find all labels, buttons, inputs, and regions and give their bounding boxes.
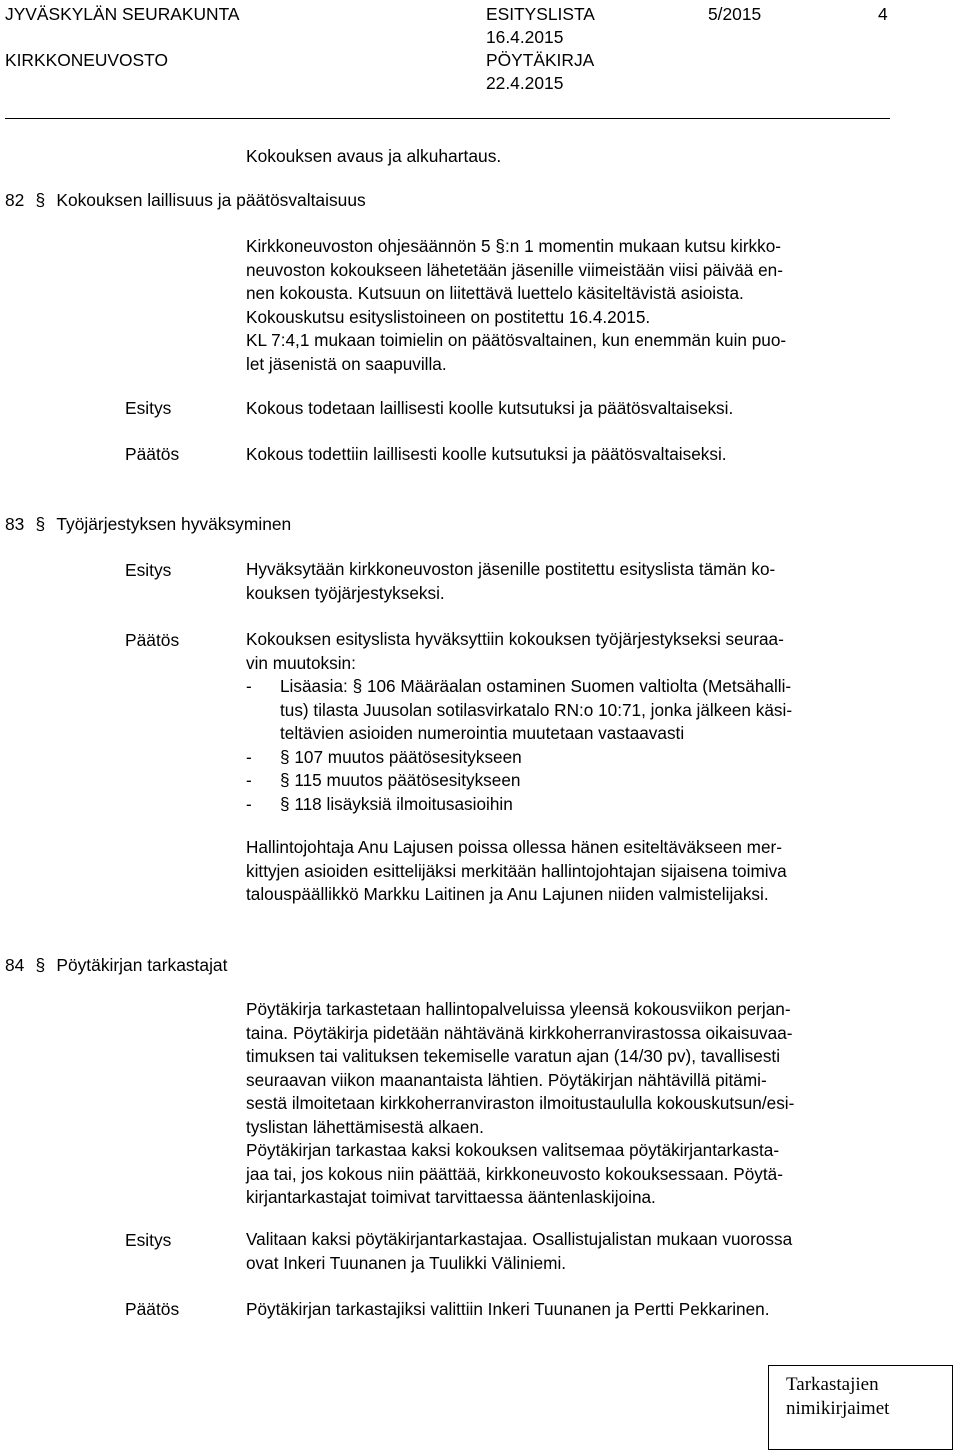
section-82-number: 82 bbox=[5, 190, 25, 210]
opening-text: Kokouksen avaus ja alkuhartaus. bbox=[246, 146, 502, 166]
list-item: - Lisäasia: § 106 Määräalan ostaminen Suomen valtiolta (Metsähalli- bbox=[246, 676, 792, 696]
section-84-title: Pöytäkirjan tarkastajat bbox=[56, 955, 228, 975]
initials-box-line1: Tarkastajien bbox=[786, 1374, 879, 1395]
section-83-title: Työjärjestyksen hyväksyminen bbox=[56, 514, 292, 534]
section-82-heading bbox=[5, 190, 366, 210]
body-line: Valitaan kaksi pöytäkirjantarkastajaa. Osallistujalistan mukaan vuorossa bbox=[246, 1229, 793, 1249]
body-line: timuksen tai valituksen tekemiselle varatun ajan (14/30 pv), tavallisesti bbox=[246, 1046, 781, 1066]
list-item: - § 107 muutos päätösesitykseen bbox=[246, 746, 522, 767]
page-number: 4 bbox=[878, 4, 888, 24]
body-line: tyslistan lähettämisestä alkaen. bbox=[246, 1116, 484, 1137]
body-line: Pöytäkirja tarkastetaan hallintopalveluissa yleensä kokousviikon perjan- bbox=[246, 999, 791, 1019]
body-line: sestä ilmoitetaan kirkkoherranviraston ilmoitustaululla kokouskutsun/esi- bbox=[246, 1093, 795, 1113]
section-82-esitys: Kokous todetaan laillisesti koolle kutsutuksi ja päätösvaltaiseksi. bbox=[246, 398, 734, 418]
minutes-date: 22.4.2015 bbox=[486, 73, 564, 93]
organization-name: JYVÄSKYLÄN SEURAKUNTA bbox=[5, 4, 240, 24]
list-item: - § 115 muutos päätösesitykseen bbox=[246, 770, 521, 790]
section-84-heading bbox=[5, 955, 227, 975]
section-82-title: Kokouksen laillisuus ja päätösvaltaisuus bbox=[56, 190, 366, 210]
body-line: KL 7:4,1 mukaan toimielin on päätösvaltainen, kun enemmän kuin puo- bbox=[246, 330, 787, 350]
section-84-esitys bbox=[246, 1228, 896, 1275]
minutes-type: PÖYTÄKIRJA bbox=[486, 50, 595, 70]
body-line: jaa tai, jos kokous niin päättää, kirkkoneuvosto kokouksessaan. Pöytä- bbox=[246, 1163, 783, 1184]
meeting-number: 5/2015 bbox=[708, 4, 762, 24]
section-84-number: 84 bbox=[5, 955, 25, 975]
section-82-body bbox=[246, 235, 896, 376]
body-line: Kokouksen esityslista hyväksyttiin kokouksen työjärjestykseksi seuraa- bbox=[246, 629, 784, 649]
header-rule bbox=[5, 118, 890, 119]
body-line: Hallintojohtaja Anu Lajusen poissa ollessa hänen esiteltäväkseen mer- bbox=[246, 837, 783, 857]
paatos-label: Päätös bbox=[125, 444, 180, 464]
paatos-label: Päätös bbox=[125, 630, 180, 650]
esitys-label: Esitys bbox=[125, 560, 172, 580]
doc-type: ESITYSLISTA bbox=[486, 4, 595, 24]
section-83-esitys bbox=[246, 558, 896, 605]
body-line: taina. Pöytäkirja pidetään nähtävänä kirkkoherranvirastossa oikaisuvaa- bbox=[246, 1022, 793, 1043]
body-line: kittyjen asioiden esittelijäksi merkitään hallintojohtajan sijaisena toimiva bbox=[246, 860, 787, 881]
body-line: nen kokousta. Kutsuun on liitettävä luettelo käsiteltävistä asioista. bbox=[246, 283, 744, 303]
body-line: Kirkkoneuvoston ohjesäännön 5 §:n 1 momentin mukaan kutsu kirkko- bbox=[246, 236, 782, 256]
section-84-paatos: Pöytäkirjan tarkastajiksi valittiin Inkeri Tuunanen ja Pertti Pekkarinen. bbox=[246, 1299, 770, 1319]
body-line: Hyväksytään kirkkoneuvoston jäsenille postitettu esityslista tämän ko- bbox=[246, 559, 776, 579]
initials-box-line2: nimikirjaimet bbox=[786, 1398, 890, 1419]
list-item-cont: tus) tilasta Juusolan sotilasvirkatalo RN:o 10:71, jonka jälkeen käsi- bbox=[280, 699, 793, 720]
list-item-cont: teltävien asioiden numerointia muutetaan vastaavasti bbox=[280, 723, 685, 743]
body-line: kirjantarkastajat toimivat tarvittaessa ääntenlaskijoina. bbox=[246, 1187, 656, 1207]
section-83-number: 83 bbox=[5, 514, 25, 534]
body-line: kouksen työjärjestykseksi. bbox=[246, 582, 445, 603]
paatos-label: Päätös bbox=[125, 1299, 180, 1319]
list-item: - § 118 lisäyksiä ilmoitusasioihin bbox=[246, 793, 513, 814]
section-83-note bbox=[246, 836, 896, 907]
section-sign-icon: § bbox=[35, 514, 46, 534]
esitys-label: Esitys bbox=[125, 1230, 172, 1250]
initials-box bbox=[768, 1365, 953, 1450]
body-line: talouspäällikkö Markku Laitinen ja Anu Lajunen niiden valmistelijaksi. bbox=[246, 884, 769, 904]
body-line: Kokouskutsu esityslistoineen on postitettu 16.4.2015. bbox=[246, 306, 651, 327]
body-name: KIRKKONEUVOSTO bbox=[5, 50, 168, 70]
body-line: ovat Inkeri Tuunanen ja Tuulikki Väliniemi. bbox=[246, 1252, 567, 1273]
section-82-paatos: Kokous todettiin laillisesti koolle kutsutuksi ja päätösvaltaiseksi. bbox=[246, 444, 727, 464]
section-sign-icon: § bbox=[35, 190, 46, 210]
body-line: vin muutoksin: bbox=[246, 652, 356, 673]
doc-date: 16.4.2015 bbox=[486, 27, 564, 47]
section-sign-icon: § bbox=[35, 955, 46, 975]
section-83-paatos bbox=[246, 628, 896, 816]
body-line: seuraavan viikon maanantaista lähtien. Pöytäkirjan nähtävillä pitämi- bbox=[246, 1069, 767, 1090]
body-line: let jäsenistä on saapuvilla. bbox=[246, 353, 447, 374]
esitys-label: Esitys bbox=[125, 398, 172, 418]
section-83-heading bbox=[5, 514, 291, 534]
body-line: Pöytäkirjan tarkastaa kaksi kokouksen valitsemaa pöytäkirjantarkasta- bbox=[246, 1140, 780, 1160]
section-84-body bbox=[246, 998, 896, 1210]
body-line: neuvoston kokoukseen lähetetään jäsenille viimeistään viisi päivää en- bbox=[246, 259, 783, 280]
